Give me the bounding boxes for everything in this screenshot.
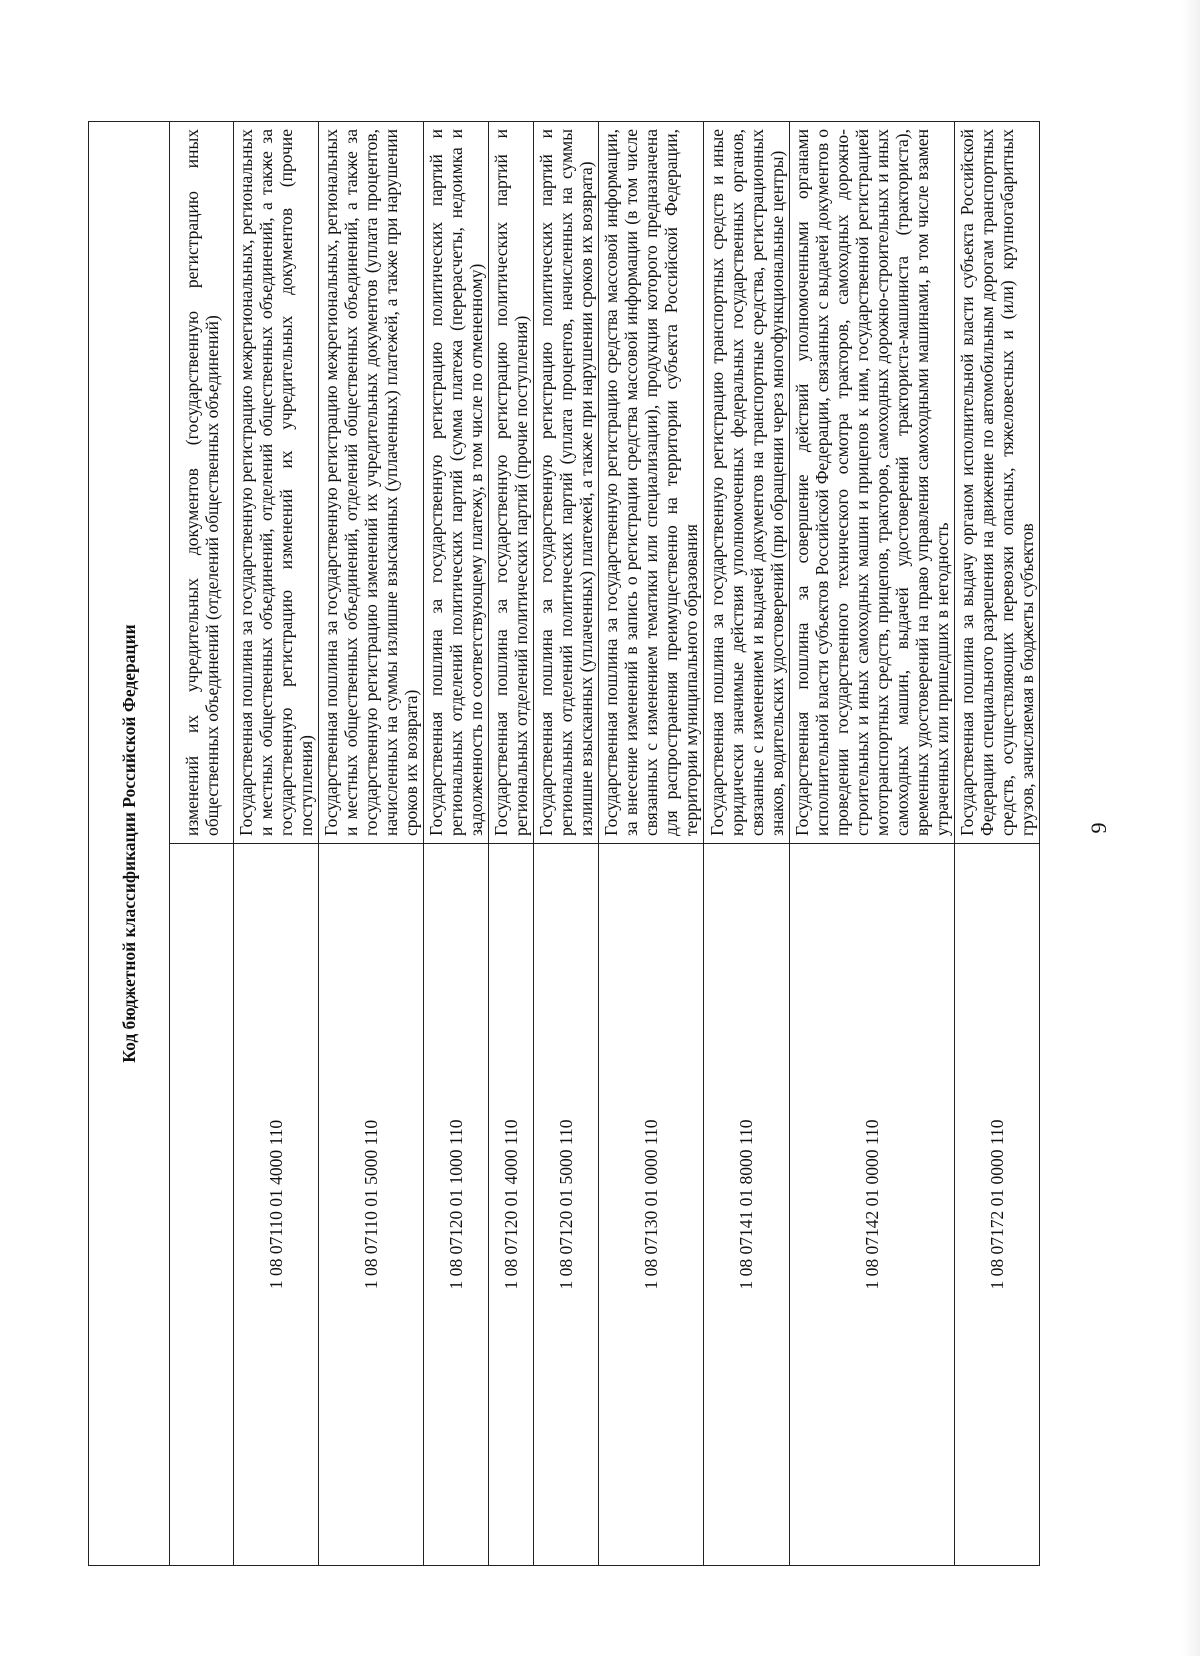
code-cell: 1 08 07172 01 0000 110 bbox=[955, 844, 1040, 1566]
code-cell: 1 08 07141 01 8000 110 bbox=[704, 844, 790, 1566]
code-cell: 1 08 07110 01 4000 110 bbox=[234, 844, 319, 1566]
table-header: Код бюджетной классификации Российской Федерации bbox=[89, 122, 170, 1566]
budget-classification-table bbox=[88, 121, 1040, 1566]
code-cell: 1 08 07110 01 5000 110 bbox=[319, 844, 424, 1566]
table-row bbox=[424, 122, 489, 1566]
description-cell: Государственная пошлина за совершение действий уполномоченными органами исполнительной власти субъектов Российской Федерации, связанных с выдачей документов о проведении государственного технического осмотра тракторов, самоходных дорожно-строительных и иных самоходных машин и прицепов к ним, государственной регистрацией мототранспортных средств, прицепов, тракторов, самоходных дорожно-строительных и иных самоходных машин, выдачей удостоверений тракториста-машиниста (тракториста), временных удостоверений на право управления самоходными машинами, в том числе взамен утраченных или пришедших в негодность bbox=[790, 122, 955, 844]
table-row bbox=[319, 122, 424, 1566]
table-row bbox=[704, 122, 790, 1566]
description-cell: изменений их учредительных документов (государственную регистрацию иных общественных объединений (отделений общественных объединений) bbox=[170, 122, 234, 844]
description-cell: Государственная пошлина за государственную регистрацию межрегиональных, региональных и местных общественных объединений, отделений общественных объединений, а также за государственную регистрацию изменений их учредительных документов (уплата процентов, начисленных на суммы излишне взысканных (уплаченных) платежей, а также при нарушении сроков их возврата) bbox=[319, 122, 424, 844]
description-cell: Государственная пошлина за выдачу органом исполнительной власти субъекта Российской Федерации специального разрешения на движение по автомобильным дорогам транспортных средств, осуществляющих перевозки опасных, тяжеловесных и (или) крупногабаритных грузов, зачисляемая в бюджеты субъектов bbox=[955, 122, 1040, 844]
table-row bbox=[170, 122, 234, 1566]
table-row bbox=[955, 122, 1040, 1566]
description-cell: Государственная пошлина за государственную регистрацию транспортных средств и иные юридически значимые действия уполномоченных федеральных государственных органов, связанные с изменением и выдачей документов на транспортные средства, регистрационных знаков, водительских удостоверений (при обращении через многофункциональные центры) bbox=[704, 122, 790, 844]
code-cell: 1 08 07130 01 0000 110 bbox=[599, 844, 704, 1566]
table-header-row bbox=[89, 122, 170, 1566]
table-row bbox=[234, 122, 319, 1566]
table-row bbox=[790, 122, 955, 1566]
description-cell: Государственная пошлина за государственную регистрацию средства массовой информации, за внесение изменений в запись о регистрации средства массовой информации (в том числе связанных с изменением тематики или специализации), продукция которого предназначена для распространения преимущественно на территории субъекта Российской Федерации, территории муниципального образования bbox=[599, 122, 704, 844]
code-cell: 1 08 07120 01 1000 110 bbox=[424, 844, 489, 1566]
description-cell: Государственная пошлина за государственную регистрацию политических партий и региональных отделений политических партий (сумма платежа (перерасчеты, недоимка и задолженность по соответствующему платежу, в том числе по отмененному) bbox=[424, 122, 489, 844]
description-cell: Государственная пошлина за государственную регистрацию политических партий и региональных отделений политических партий (прочие поступления) bbox=[489, 122, 534, 844]
code-cell: 1 08 07142 01 0000 110 bbox=[790, 844, 955, 1566]
description-cell: Государственная пошлина за государственную регистрацию политических партий и региональных отделений политических партий (уплата процентов, начисленных на суммы излишне взысканных (уплаченных) платежей, а также при нарушении сроков их возврата) bbox=[534, 122, 599, 844]
page-number: 9 bbox=[1086, 822, 1111, 834]
code-cell bbox=[170, 844, 234, 1566]
description-cell: Государственная пошлина за государственную регистрацию межрегиональных, региональных и местных общественных объединений, отделений общественных объединений, а также за государственную регистрацию изменений их учредительных документов (прочие поступления) bbox=[234, 122, 319, 844]
table-row bbox=[489, 122, 534, 1566]
table-row bbox=[534, 122, 599, 1566]
table-row bbox=[599, 122, 704, 1566]
code-cell: 1 08 07120 01 5000 110 bbox=[534, 844, 599, 1566]
code-cell: 1 08 07120 01 4000 110 bbox=[489, 844, 534, 1566]
